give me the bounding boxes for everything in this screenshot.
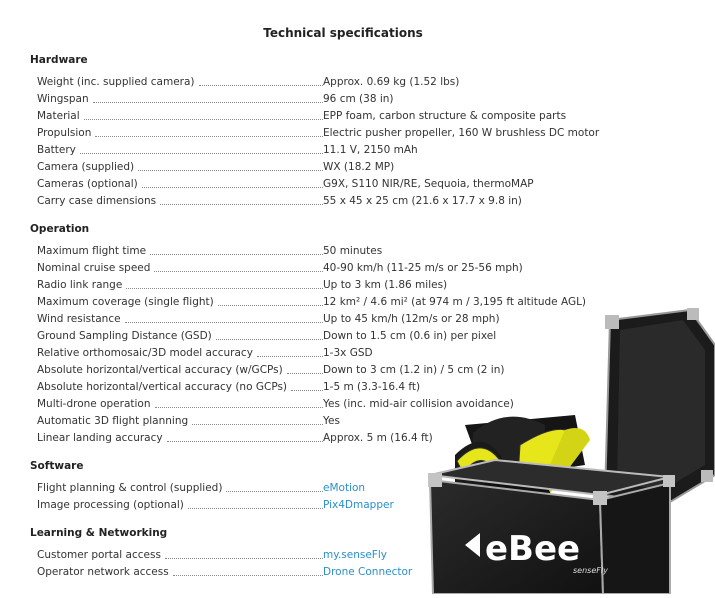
dot-leader (216, 339, 323, 340)
spec-label: Absolute horizontal/vertical accuracy (no GCPs) (37, 381, 288, 393)
dot-leader (257, 356, 323, 357)
spec-label: Customer portal access (37, 549, 161, 561)
spec-label: Carry case dimensions (37, 195, 157, 207)
spec-value: G9X, S110 NIR/RE, Sequoia, thermoMAP (323, 178, 534, 190)
dot-leader (218, 305, 323, 306)
spec-value: 11.1 V, 2150 mAh (323, 144, 418, 156)
spec-label: Wingspan (37, 93, 89, 105)
spec-label: Radio link range (37, 279, 123, 291)
spec-row-cruise-speed (37, 260, 637, 276)
spec-value: 55 x 45 x 25 cm (21.6 x 17.7 x 9.8 in) (323, 195, 522, 207)
spec-row-case-dimensions (37, 193, 637, 209)
dot-leader (188, 508, 323, 509)
dot-leader (226, 491, 323, 492)
spec-label: Flight planning & control (supplied) (37, 482, 223, 494)
spec-value: 40-90 km/h (11-25 m/s or 25-56 mph) (323, 262, 523, 274)
dot-leader (160, 204, 323, 205)
spec-value: Down to 3 cm (1.2 in) / 5 cm (2 in) (323, 364, 505, 376)
pix4dmapper-link[interactable]: Pix4Dmapper (323, 499, 394, 511)
spec-label: Maximum coverage (single flight) (37, 296, 214, 308)
dot-leader (199, 85, 323, 86)
spec-label: Absolute horizontal/vertical accuracy (w/GCPs) (37, 364, 283, 376)
page-title: Technical specifications (263, 26, 423, 40)
section-heading-operation: Operation (30, 223, 90, 235)
spec-row-battery (37, 142, 637, 158)
spec-value: Down to 1.5 cm (0.6 in) per pixel (323, 330, 497, 342)
drone-connector-link[interactable]: Drone Connector (323, 566, 413, 578)
spec-value: 96 cm (38 in) (323, 93, 394, 105)
dot-leader (125, 322, 323, 323)
spec-label: Nominal cruise speed (37, 262, 151, 274)
spec-row-material (37, 108, 637, 124)
spec-value: Up to 45 km/h (12m/s or 28 mph) (323, 313, 500, 325)
spec-label: Ground Sampling Distance (GSD) (37, 330, 212, 342)
spec-label: Operator network access (37, 566, 169, 578)
spec-label: Cameras (optional) (37, 178, 138, 190)
spec-label: Camera (supplied) (37, 161, 135, 173)
spec-label: Material (37, 110, 80, 122)
dot-leader (95, 136, 323, 137)
ebee-logo: eBee (485, 529, 581, 569)
spec-label: Propulsion (37, 127, 92, 139)
spec-row-camera-supplied (37, 159, 637, 175)
dot-leader (138, 170, 323, 171)
spec-label: Automatic 3D flight planning (37, 415, 189, 427)
spec-value: 12 km² / 4.6 mi² (at 974 m / 3,195 ft altitude AGL) (323, 296, 587, 308)
dot-leader (150, 254, 323, 255)
spec-value: WX (18.2 MP) (323, 161, 395, 173)
spec-row-cameras-optional (37, 176, 637, 192)
spec-value: Approx. 5 m (16.4 ft) (323, 432, 433, 444)
spec-row-wingspan (37, 91, 637, 107)
dot-leader (80, 153, 323, 154)
ebee-carry-case-image (425, 305, 715, 594)
emotion-link[interactable]: eMotion (323, 482, 366, 494)
dot-leader (142, 187, 323, 188)
spec-value: Up to 3 km (1.86 miles) (323, 279, 448, 291)
spec-value: Yes (323, 415, 340, 427)
sensefly-logo: senseFly (573, 566, 608, 575)
spec-row-propulsion (37, 125, 637, 141)
dot-leader (93, 102, 323, 103)
spec-value: 1-5 m (3.3-16.4 ft) (323, 381, 421, 393)
spec-value: Yes (inc. mid-air collision avoidance) (323, 398, 514, 410)
my-sensefly-link[interactable]: my.senseFly (323, 549, 387, 561)
dot-leader (287, 373, 323, 374)
spec-row-radio-range (37, 277, 637, 293)
section-heading-software: Software (30, 460, 84, 472)
dot-leader (291, 390, 323, 391)
dot-leader (126, 288, 323, 289)
spec-value: 1-3x GSD (323, 347, 373, 359)
dot-leader (165, 558, 323, 559)
spec-value: EPP foam, carbon structure & composite parts (323, 110, 567, 122)
spec-label: Wind resistance (37, 313, 121, 325)
spec-value: 50 minutes (323, 245, 383, 257)
dot-leader (155, 407, 324, 408)
dot-leader (173, 575, 323, 576)
spec-label: Linear landing accuracy (37, 432, 163, 444)
spec-label: Relative orthomosaic/3D model accuracy (37, 347, 253, 359)
spec-value: Electric pusher propeller, 160 W brushless DC motor (323, 127, 600, 139)
carry-case-illustration (425, 305, 715, 594)
spec-row-weight (37, 74, 637, 90)
dot-leader (84, 119, 323, 120)
dot-leader (167, 441, 323, 442)
section-heading-hardware: Hardware (30, 54, 88, 66)
spec-label: Image processing (optional) (37, 499, 184, 511)
spec-label: Battery (37, 144, 76, 156)
dot-leader (192, 424, 323, 425)
spec-row-flight-time (37, 243, 637, 259)
dot-leader (154, 271, 323, 272)
section-heading-learning-networking: Learning & Networking (30, 527, 168, 539)
spec-label: Weight (inc. supplied camera) (37, 76, 195, 88)
spec-label: Multi-drone operation (37, 398, 151, 410)
spec-value: Approx. 0.69 kg (1.52 lbs) (323, 76, 460, 88)
spec-label: Maximum flight time (37, 245, 147, 257)
